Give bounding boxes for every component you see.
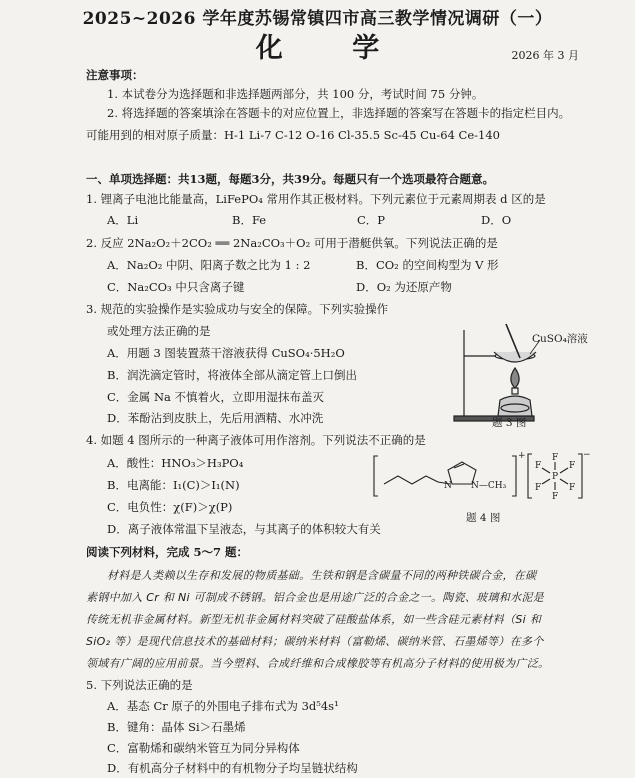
notice-item-2: 2. 将选择题的答案填涂在答题卡的对应位置上，非选择题的答案写在答题卡的指定栏目内。: [107, 106, 571, 120]
q1-option-b: B．Fe: [232, 213, 267, 227]
subject-title: 化 学: [255, 33, 410, 64]
q4-fig-f-ul: F: [535, 461, 542, 471]
exam-date: 2026 年 3 月: [511, 49, 579, 62]
q1-option-a: A．Li: [107, 213, 139, 227]
q5-option-c: C．富勒烯和碳纳米管互为同分异构体: [107, 741, 300, 755]
q5-option-d: D．有机高分子材料中的有机物分子均呈链状结构: [107, 761, 358, 775]
exam-title: 2025~2026 学年度苏锡常镇四市高三教学情况调研（一）: [82, 9, 553, 29]
q2-option-b: B．CO₂ 的空间构型为 V 形: [356, 258, 499, 272]
reading-paragraph-line2: 素钢中加入 Cr 和 Ni 可制成不锈钢。铝合金也是用途广泛的合金之一。陶瓷、玻璃和水泥是: [86, 591, 544, 604]
q2-option-c: C．Na₂CO₃ 中只含离子键: [107, 280, 245, 294]
reading-paragraph-line3: 传统无机非金属材料。新型无机非金属材料突破了硅酸盐体系，如一些含硅元素材料（Si 和: [86, 613, 542, 626]
q3-option-b: B．润洗滴定管时，将液体全部从滴定管上口倒出: [107, 368, 357, 382]
q4-stem: 4. 如题 4 图所示的一种离子液体可用作溶剂。下列说法不正确的是: [86, 433, 426, 447]
q4-fig-n-ch3: N—CH₃: [471, 481, 507, 491]
notice-item-1: 1. 本试卷分为选择题和非选择题两部分，共 100 分，考试时间 75 分钟。: [107, 87, 484, 101]
atomic-masses: 可能用到的相对原子质量：H-1 Li-7 C-12 O-16 Cl-35.5 Sc-45 Cu-64 Ce-140: [86, 128, 500, 142]
q2-option-d: D．O₂ 为还原产物: [356, 280, 452, 294]
q3-stem-line1: 3. 规范的实验操作是实验成功与安全的保障。下列实验操作: [86, 302, 389, 316]
q3-solution-label: CuSO₄溶液: [532, 333, 588, 345]
q4-option-a: A．酸性：HNO₃＞H₃PO₄: [107, 456, 244, 470]
q4-fig-cation-charge: +: [518, 451, 526, 461]
reading-heading: 阅读下列材料，完成 5～7 题：: [86, 545, 249, 559]
reading-paragraph-line1: 材料是人类赖以生存和发展的物质基础。生铁和钢是含碳量不同的两种铁碳合金，在碳: [107, 569, 537, 582]
q4-fig-f-top: F: [552, 453, 559, 463]
q3-apparatus-figure: [440, 312, 580, 430]
q4-option-b: B．电离能：I₁(C)＞I₁(N): [107, 478, 240, 492]
q3-option-d: D．苯酚沾到皮肤上，先后用酒精、水冲洗: [107, 411, 324, 425]
q4-fig-anion-charge: −: [583, 450, 591, 460]
q5-option-a: A．基态 Cr 原子的外围电子排布式为 3d⁵4s¹: [107, 699, 339, 713]
q3-figure-caption: 题 3 图: [492, 417, 527, 429]
q4-fig-f-ur: F: [569, 461, 576, 471]
q4-option-d: D．离子液体常温下呈液态，与其离子的体积较大有关: [107, 522, 381, 536]
q3-option-a: A．用题 3 图装置蒸干溶液获得 CuSO₄·5H₂O: [107, 346, 345, 360]
q5-stem: 5. 下列说法正确的是: [86, 678, 193, 692]
section1-heading: 一、单项选择题：共13题，每题3分，共39分。每题只有一个选项最符合题意。: [86, 172, 495, 186]
q4-fig-f-lr: F: [569, 483, 576, 493]
reading-paragraph-line4: SiO₂ 等）是现代信息技术的基础材料；碳纳米材料（富勒烯、碳纳米管、石墨烯等）在多个: [86, 635, 544, 648]
q1-option-d: D．O: [481, 213, 512, 227]
q4-fig-p: P: [552, 472, 559, 482]
q2-stem: 2. 反应 2Na₂O₂＋2CO₂ ══ 2Na₂CO₃＋O₂ 可用于潜艇供氧。下列说法正确的是: [86, 236, 498, 250]
q4-figure-caption: 题 4 图: [466, 512, 501, 524]
q4-option-c: C．电负性：χ(F)＞χ(P): [107, 500, 233, 514]
q1-option-c: C．P: [357, 213, 386, 227]
q4-ionic-liquid-figure: [372, 448, 591, 508]
q4-fig-f-ll: F: [535, 483, 542, 493]
reading-paragraph-line5: 领域有广阔的应用前景。当今塑料、合成纤维和合成橡胶等有机高分子材料的使用极为广泛。: [86, 657, 550, 670]
q4-fig-n-left: N: [444, 481, 452, 491]
q3-stem-line2: 或处理方法正确的是: [107, 324, 211, 338]
q4-fig-f-bottom: F: [552, 492, 559, 502]
q1-stem: 1. 锂离子电池比能量高，LiFePO₄ 常用作其正极材料。下列元素位于元素周期表 d 区的是: [86, 192, 546, 206]
q3-option-c: C．金属 Na 不慎着火，立即用湿抹布盖灭: [107, 390, 325, 404]
notice-heading: 注意事项：: [86, 68, 144, 82]
q2-option-a: A．Na₂O₂ 中阴、阳离子数之比为 1 : 2: [107, 258, 311, 272]
q5-option-b: B．键角：晶体 Si＞石墨烯: [107, 720, 246, 734]
